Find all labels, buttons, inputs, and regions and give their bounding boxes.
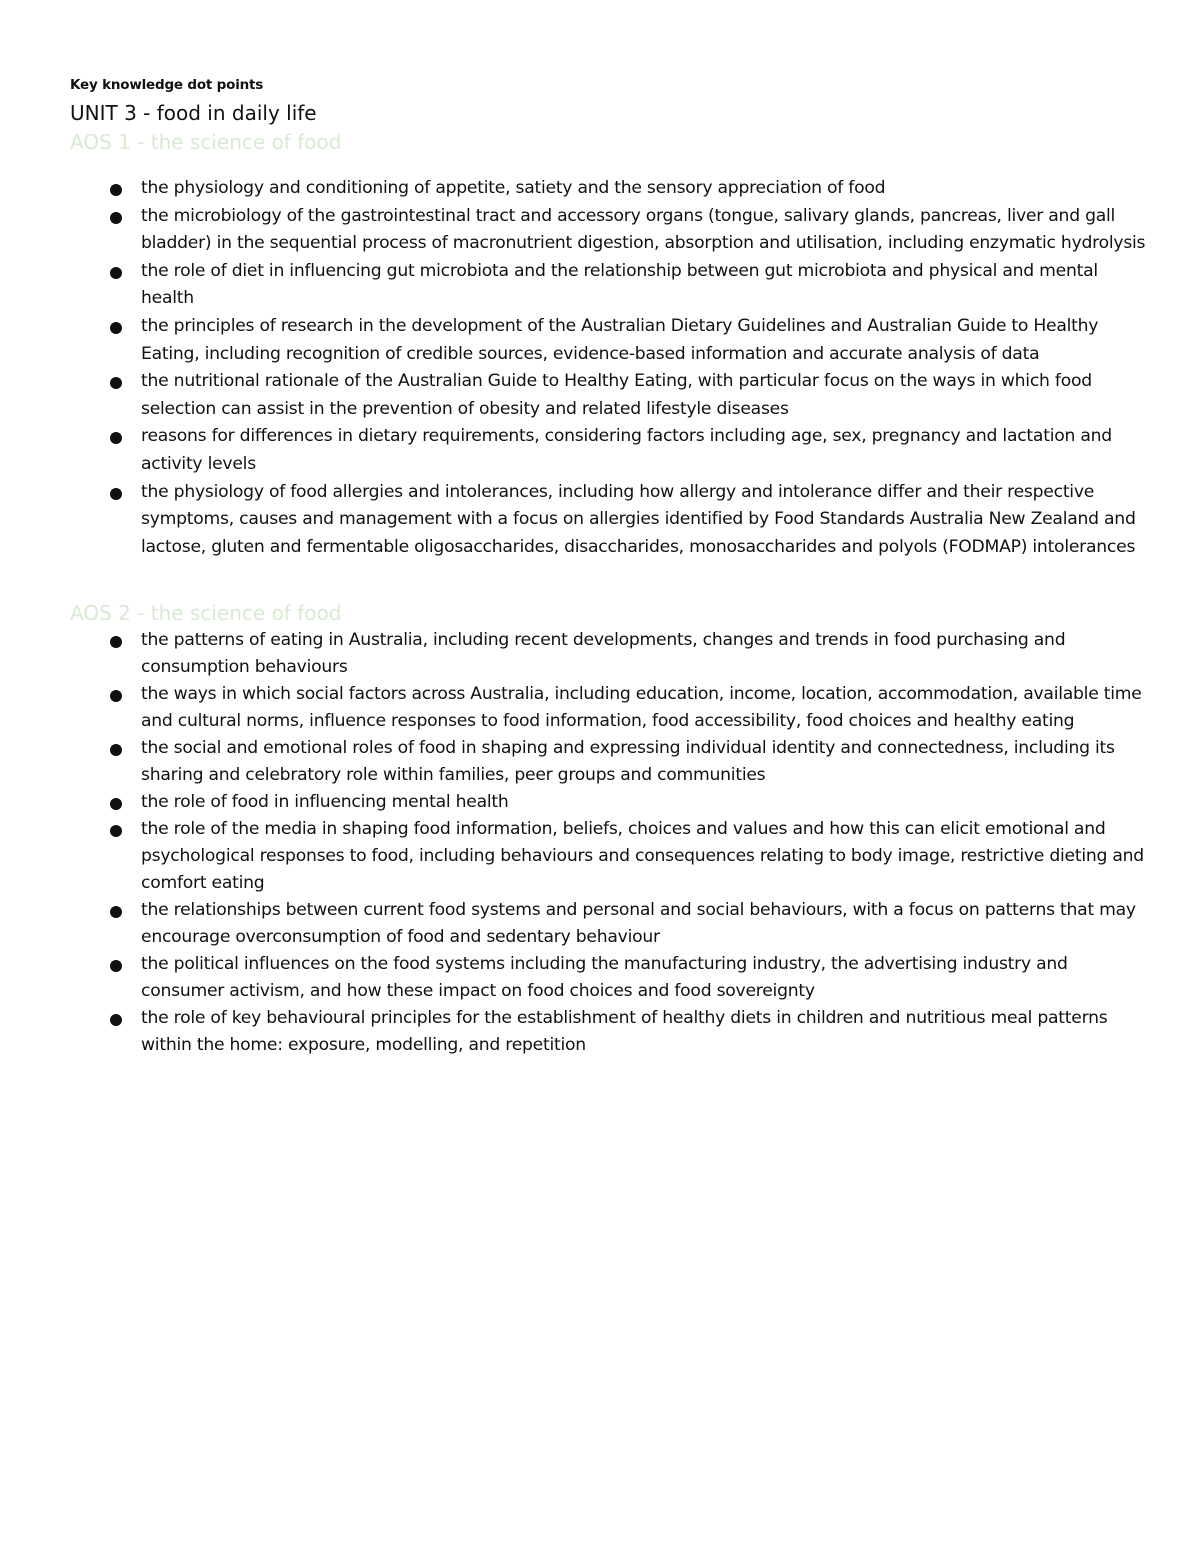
list-item — [0, 789, 1151, 816]
list-item — [0, 313, 1151, 368]
list-item — [0, 1005, 1151, 1059]
bullet-icon — [110, 825, 122, 837]
list-item — [0, 368, 1151, 423]
point-text: reasons for differences in dietary requirements, considering factors including age, sex, pregnancy and lactation and activity levels — [141, 426, 1112, 474]
point-text: the role of diet in influencing gut microbiota and the relationship between gut microbiota and physical and mental health — [141, 260, 1098, 309]
point-text: the role of food in influencing mental health — [141, 792, 509, 813]
point-text: the nutritional rationale of the Australian Guide to Healthy Eating, with particular focus on the ways in which food selection can assist in the prevention of obesity and related lifestyle diseases — [141, 371, 1092, 419]
point-text: the political influences on the food systems including the manufacturing industry, the advertising industry and consumer activism, and how these impact on food choices and food sovereignty — [141, 954, 1068, 1002]
bullet-icon — [110, 432, 122, 444]
point-text: the microbiology of the gastrointestinal tract and accessory organs (tongue, salivary glands, pancreas, liver and gall bladder) in the sequential process of macronutrient digestion, absorption and utilisation, including enzymatic hydrolysis — [141, 205, 1146, 254]
aos1-heading: AOS 1 - the science of food — [70, 130, 342, 154]
point-text: the role of key behavioural principles for the establishment of healthy diets in children and nutritious meal patterns within the home: exposure, modelling, and repetition — [141, 1008, 1108, 1056]
bullet-icon — [110, 267, 122, 279]
bullet-icon — [110, 960, 122, 972]
bullet-icon — [110, 798, 122, 810]
aos2-point-list — [70, 627, 1150, 1059]
bullet-icon — [110, 744, 122, 756]
list-item — [0, 423, 1151, 478]
list-item — [0, 735, 1151, 789]
bullet-icon — [110, 1014, 122, 1026]
unit-title: UNIT 3 - food in daily life — [70, 101, 317, 125]
bullet-icon — [110, 488, 122, 500]
bullet-icon — [110, 184, 122, 196]
bullet-icon — [110, 377, 122, 389]
list-item — [0, 479, 1151, 562]
list-item — [0, 816, 1151, 897]
bullet-icon — [110, 212, 122, 224]
point-text: the principles of research in the development of the Australian Dietary Guidelines and Australian Guide to Healthy Eating, including recognition of credible sources, evidence-based information and accurate analysis of data — [141, 315, 1099, 364]
list-item — [0, 897, 1151, 951]
point-text: the physiology and conditioning of appetite, satiety and the sensory appreciation of food — [141, 178, 886, 198]
point-text: the relationships between current food systems and personal and social behaviours, with a focus on patterns that may encourage overconsumption of food and sedentary behaviour — [141, 900, 1136, 948]
bullet-icon — [110, 322, 122, 334]
document-label: Key knowledge dot points — [70, 77, 264, 93]
point-text: the role of the media in shaping food information, beliefs, choices and values and how this can elicit emotional and psychological responses to food, including behaviours and consequences relating to body image, restrictive dieting and comfort eating — [141, 819, 1144, 894]
point-text: the ways in which social factors across Australia, including education, income, location, accommodation, available time and cultural norms, influence responses to food information, food accessibility, food choices and healthy eating — [141, 684, 1142, 732]
aos1-point-list — [70, 175, 1150, 561]
list-item — [0, 627, 1151, 681]
point-text: the patterns of eating in Australia, including recent developments, changes and trends in food purchasing and consumption behaviours — [141, 630, 1066, 678]
bullet-icon — [110, 690, 122, 702]
list-item — [0, 258, 1151, 313]
document-page — [70, 74, 1150, 1059]
list-item — [0, 951, 1151, 1005]
bullet-icon — [110, 906, 122, 918]
aos2-heading: AOS 2 - the science of food — [70, 601, 342, 626]
point-text: the physiology of food allergies and intolerances, including how allergy and intolerance differ and their respective symptoms, causes and management with a focus on allergies identified by Food Standards Australia New Zealand and lactose, gluten and fermentable oligosaccharides, disaccharides, monosaccharides and polyols (FODMAP) intolerances — [141, 481, 1136, 557]
list-item — [0, 681, 1151, 735]
list-item — [0, 203, 1151, 258]
list-item — [0, 175, 1151, 203]
point-text: the social and emotional roles of food in shaping and expressing individual identity and connectedness, including its sharing and celebratory role within families, peer groups and communities — [141, 738, 1115, 786]
bullet-icon — [110, 636, 122, 648]
